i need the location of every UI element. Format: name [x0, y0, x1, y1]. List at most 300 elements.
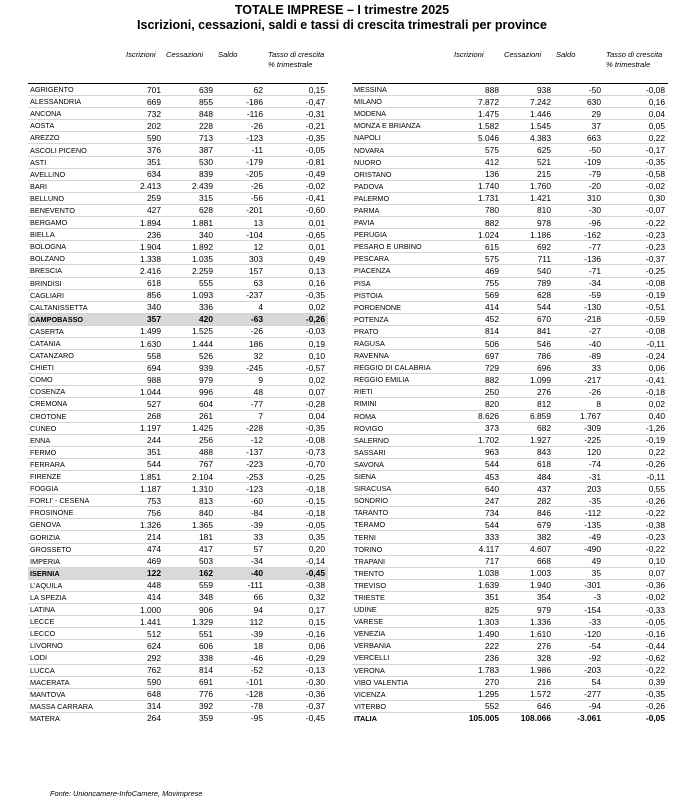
province-name: BIELLA	[28, 229, 124, 241]
iscrizioni-value: 270	[452, 676, 502, 688]
cessazioni-value: 1.881	[164, 217, 216, 229]
table-row	[28, 458, 328, 470]
tasso-value: -0,65	[266, 229, 328, 241]
saldo-value: -40	[216, 567, 266, 579]
cessazioni-value: 1.421	[502, 192, 554, 204]
table-body-right	[352, 84, 668, 724]
table-row	[28, 253, 328, 265]
table-row	[352, 700, 668, 712]
province-name: AGRIGENTO	[28, 84, 124, 96]
saldo-value: -120	[554, 628, 604, 640]
cessazioni-value: 336	[164, 301, 216, 313]
iscrizioni-value: 575	[452, 253, 502, 265]
table-row	[28, 495, 328, 507]
saldo-value: -31	[554, 471, 604, 483]
cessazioni-value: 488	[164, 446, 216, 458]
tasso-value: -0,45	[266, 567, 328, 579]
cessazioni-value: 696	[502, 362, 554, 374]
province-name: LATINA	[28, 604, 124, 616]
iscrizioni-value: 697	[452, 350, 502, 362]
iscrizioni-value: 264	[147, 713, 161, 724]
iscrizioni-value: 882	[452, 217, 502, 229]
tasso-value: -0,03	[266, 325, 328, 337]
province-name: MASSA CARRARA	[28, 700, 124, 712]
province-name: PESARO E URBINO	[352, 241, 452, 253]
saldo-value: -128	[216, 688, 266, 700]
iscrizioni-value: 373	[452, 422, 502, 434]
saldo-value: 663	[554, 132, 604, 144]
tasso-value: -0,05	[266, 144, 328, 156]
cessazioni-value: 679	[502, 519, 554, 531]
table-row	[28, 350, 328, 362]
cessazioni-value: 1.986	[502, 664, 554, 676]
iscrizioni-value: 1.731	[452, 192, 502, 204]
saldo-value: -245	[216, 362, 266, 374]
saldo-value: -162	[554, 229, 604, 241]
tasso-value: -0,18	[266, 507, 328, 519]
province-name: UDINE	[352, 604, 452, 616]
saldo-value: 9	[216, 374, 266, 386]
province-name: BRESCIA	[28, 265, 124, 277]
cessazioni-value: 1.310	[164, 483, 216, 495]
iscrizioni-value: 1.499	[124, 325, 164, 337]
table-row	[28, 579, 328, 591]
tasso-value: 0,49	[266, 253, 328, 265]
province-name: VIBO VALENTIA	[352, 676, 452, 688]
saldo-value: -71	[554, 265, 604, 277]
iscrizioni-value: 624	[124, 640, 164, 652]
province-name: POTENZA	[352, 313, 452, 325]
table-row	[28, 96, 328, 108]
table-row	[352, 591, 668, 603]
table-row	[352, 483, 668, 495]
iscrizioni-value: 351	[124, 446, 164, 458]
cessazioni-value: 639	[164, 84, 216, 96]
saldo-value: -309	[554, 422, 604, 434]
table-row	[352, 192, 668, 204]
saldo-value: 157	[216, 265, 266, 277]
table-row	[352, 579, 668, 591]
cessazioni-value: 387	[164, 144, 216, 156]
tasso-value: 0,01	[266, 241, 328, 253]
tasso-value: 0,40	[604, 410, 668, 422]
table-row	[352, 422, 668, 434]
province-name: GROSSETO	[28, 543, 124, 555]
province-name: VENEZIA	[352, 628, 452, 640]
cessazioni-value: 812	[502, 398, 554, 410]
province-name: PARMA	[352, 204, 452, 216]
saldo-value: -34	[216, 555, 266, 567]
saldo-value: -253	[216, 471, 266, 483]
province-name: REGGIO EMILIA	[352, 374, 452, 386]
table-row	[352, 664, 668, 676]
iscrizioni-value: 469	[452, 265, 502, 277]
saldo-value: -84	[216, 507, 266, 519]
table-row	[352, 180, 668, 192]
cessazioni-value: 276	[502, 386, 554, 398]
tasso-value: -0,16	[266, 628, 328, 640]
province-name: CALTANISSETTA	[28, 301, 124, 313]
cessazioni-value: 846	[502, 507, 554, 519]
table-row	[352, 652, 668, 664]
table-row	[352, 374, 668, 386]
iscrizioni-value: 1.582	[452, 120, 502, 132]
table-row	[352, 567, 668, 579]
province-name: BERGAMO	[28, 217, 124, 229]
saldo-value: -26	[554, 386, 604, 398]
tasso-value: 0,16	[266, 277, 328, 289]
iscrizioni-value: 1.187	[124, 483, 164, 495]
iscrizioni-value: 882	[452, 374, 502, 386]
saldo-value: -135	[554, 519, 604, 531]
table-row	[352, 458, 668, 470]
cessazioni-value: 1.525	[164, 325, 216, 337]
cessazioni-value: 484	[502, 471, 554, 483]
tasso-value: -0,23	[604, 229, 668, 241]
iscrizioni-value: 780	[452, 204, 502, 216]
province-name: LECCE	[28, 616, 124, 628]
iscrizioni-value: 590	[124, 132, 164, 144]
header-cessazioni: Cessazioni	[502, 48, 554, 84]
iscrizioni-value: 236	[124, 229, 164, 241]
saldo-value: 35	[554, 567, 604, 579]
saldo-value: -40	[554, 337, 604, 349]
saldo-value: -26	[216, 180, 266, 192]
province-name: FERRARA	[28, 458, 124, 470]
tasso-value: -0,44	[604, 640, 668, 652]
province-name: LECCO	[28, 628, 124, 640]
table-row	[28, 712, 328, 724]
tasso-value: -0,35	[266, 132, 328, 144]
table-row	[28, 555, 328, 567]
cessazioni-value: 256	[164, 434, 216, 446]
cessazioni-value: 555	[164, 277, 216, 289]
iscrizioni-value: 1.475	[452, 108, 502, 120]
cessazioni-value: 420	[164, 313, 216, 325]
saldo-value: -101	[216, 676, 266, 688]
tasso-value: -0,19	[604, 289, 668, 301]
tasso-value: -0,21	[266, 120, 328, 132]
saldo-value: -50	[554, 144, 604, 156]
saldo-value: -301	[554, 579, 604, 591]
tasso-value: 0,01	[266, 217, 328, 229]
table-row	[28, 398, 328, 410]
tasso-value: 0,20	[266, 543, 328, 555]
province-name: BOLZANO	[28, 253, 124, 265]
tasso-value: 0,07	[266, 386, 328, 398]
saldo-value: -186	[216, 96, 266, 108]
cessazioni-value: 606	[164, 640, 216, 652]
header-iscrizioni: Iscrizioni	[452, 48, 502, 84]
cessazioni-value: 1.545	[502, 120, 554, 132]
cessazioni-value: 848	[164, 108, 216, 120]
saldo-value: 18	[216, 640, 266, 652]
tasso-value: -0,33	[604, 604, 668, 616]
tasso-value: -0,47	[266, 96, 328, 108]
tasso-value: -0,45	[305, 713, 325, 724]
province-name: LA SPEZIA	[28, 591, 124, 603]
province-name: ISERNIA	[28, 567, 124, 579]
cessazioni-value: 559	[164, 579, 216, 591]
cessazioni-value: 1.610	[502, 628, 554, 640]
province-name: MESSINA	[352, 84, 452, 96]
table-row	[352, 337, 668, 349]
table-row	[352, 168, 668, 180]
cessazioni-value: 215	[502, 168, 554, 180]
province-name: TREVISO	[352, 579, 452, 591]
tasso-value: -0,51	[604, 301, 668, 313]
page-title: TOTALE IMPRESE – I trimestre 2025	[234, 3, 450, 17]
iscrizioni-value: 202	[124, 120, 164, 132]
cessazioni-value: 544	[502, 301, 554, 313]
province-name: CROTONE	[28, 410, 124, 422]
table-row	[352, 471, 668, 483]
saldo-value: -490	[554, 543, 604, 555]
table-row	[28, 362, 328, 374]
cessazioni-value: 813	[164, 495, 216, 507]
cessazioni-value: 338	[164, 652, 216, 664]
tasso-value: -0,41	[604, 374, 668, 386]
table-row	[352, 604, 668, 616]
province-name: VICENZA	[352, 688, 452, 700]
tasso-value: -0,36	[604, 579, 668, 591]
province-name: AREZZO	[28, 132, 124, 144]
iscrizioni-value: 351	[124, 156, 164, 168]
saldo-value: 49	[554, 555, 604, 567]
province-name: CREMONA	[28, 398, 124, 410]
iscrizioni-value: 669	[124, 96, 164, 108]
saldo-value: -218	[554, 313, 604, 325]
saldo-value: 186	[216, 337, 266, 349]
tasso-value: 0,55	[604, 483, 668, 495]
tasso-value: 0,04	[266, 410, 328, 422]
table-row	[28, 144, 328, 156]
tasso-value: -0,25	[604, 265, 668, 277]
saldo-value: 29	[554, 108, 604, 120]
province-name: FROSINONE	[28, 507, 124, 519]
cessazioni-value: 839	[164, 168, 216, 180]
iscrizioni-value: 701	[124, 84, 164, 96]
iscrizioni-value: 1.044	[124, 386, 164, 398]
iscrizioni-value: 753	[124, 495, 164, 507]
iscrizioni-value: 762	[124, 664, 164, 676]
province-name: PAVIA	[352, 217, 452, 229]
cessazioni-value: 1.425	[164, 422, 216, 434]
tasso-value: -0,29	[266, 652, 328, 664]
saldo-value: -56	[216, 192, 266, 204]
saldo-value: -223	[216, 458, 266, 470]
table-body-left	[28, 84, 328, 724]
table-row	[28, 156, 328, 168]
iscrizioni-value: 1.024	[452, 229, 502, 241]
province-name: VERCELLI	[352, 652, 452, 664]
province-name: SASSARI	[352, 446, 452, 458]
cessazioni-value: 437	[502, 483, 554, 495]
tasso-value: -0,05	[645, 713, 665, 724]
table-header-row	[352, 48, 668, 84]
iscrizioni-value: 1.303	[452, 616, 502, 628]
saldo-value: -77	[216, 398, 266, 410]
province-name: PIACENZA	[352, 265, 452, 277]
tasso-value: -0,11	[604, 337, 668, 349]
tasso-value: -0,23	[604, 531, 668, 543]
cessazioni-value: 540	[502, 265, 554, 277]
iscrizioni-value: 856	[124, 289, 164, 301]
iscrizioni-value: 732	[124, 108, 164, 120]
cessazioni-value: 2.104	[164, 471, 216, 483]
tasso-value: -0,15	[266, 495, 328, 507]
province-name: MODENA	[352, 108, 452, 120]
tasso-value: 0,16	[604, 96, 668, 108]
cessazioni-value: 315	[164, 192, 216, 204]
cessazioni-value: 786	[502, 350, 554, 362]
saldo-value: -52	[216, 664, 266, 676]
cessazioni-value: 276	[502, 640, 554, 652]
tasso-value: 0,04	[604, 108, 668, 120]
tasso-value: 0,32	[266, 591, 328, 603]
tasso-value: 0,13	[266, 265, 328, 277]
province-name: LODI	[28, 652, 124, 664]
table-row	[28, 519, 328, 531]
province-name: REGGIO DI CALABRIA	[352, 362, 452, 374]
saldo-value: -78	[216, 700, 266, 712]
iscrizioni-value: 648	[124, 688, 164, 700]
saldo-value: 33	[216, 531, 266, 543]
table-row	[28, 265, 328, 277]
iscrizioni-value: 640	[452, 483, 502, 495]
header-iscrizioni: Iscrizioni	[124, 48, 164, 84]
iscrizioni-value: 825	[452, 604, 502, 616]
table-row	[28, 604, 328, 616]
cessazioni-value: 767	[164, 458, 216, 470]
cessazioni-value: 996	[164, 386, 216, 398]
saldo-value: -109	[554, 156, 604, 168]
province-name: PERUGIA	[352, 229, 452, 241]
tasso-value: -0,58	[604, 168, 668, 180]
tasso-value: -0,62	[604, 652, 668, 664]
cessazioni-value: 1.329	[164, 616, 216, 628]
cessazioni-value: 181	[164, 531, 216, 543]
iscrizioni-value: 734	[452, 507, 502, 519]
iscrizioni-value: 292	[124, 652, 164, 664]
iscrizioni-value: 1.490	[452, 628, 502, 640]
cessazioni-value: 4.383	[502, 132, 554, 144]
saldo-value: 630	[554, 96, 604, 108]
province-name: PADOVA	[352, 180, 452, 192]
tasso-value: -0,49	[266, 168, 328, 180]
tasso-value: 0,02	[604, 398, 668, 410]
cessazioni-value: 810	[502, 204, 554, 216]
saldo-value: -123	[216, 483, 266, 495]
saldo-value: -39	[216, 519, 266, 531]
province-name: PISA	[352, 277, 452, 289]
table-row	[352, 398, 668, 410]
iscrizioni-value: 558	[124, 350, 164, 362]
iscrizioni-value: 1.197	[124, 422, 164, 434]
table-row	[28, 640, 328, 652]
province-name: RAVENNA	[352, 350, 452, 362]
table-row	[28, 446, 328, 458]
iscrizioni-value: 544	[452, 519, 502, 531]
cessazioni-value: 354	[502, 591, 554, 603]
saldo-value: -39	[216, 628, 266, 640]
tasso-value: -0,08	[604, 84, 668, 96]
tasso-value: -1,26	[604, 422, 668, 434]
province-name: IMPERIA	[28, 555, 124, 567]
iscrizioni-value: 2.416	[124, 265, 164, 277]
province-name: MONZA E BRIANZA	[352, 120, 452, 132]
table-row	[352, 531, 668, 543]
table-row	[352, 144, 668, 156]
saldo-value: -54	[554, 640, 604, 652]
tasso-value: -0,28	[266, 398, 328, 410]
cessazioni-value: 2.439	[164, 180, 216, 192]
iscrizioni-value: 544	[452, 458, 502, 470]
iscrizioni-value: 814	[452, 325, 502, 337]
table-row	[28, 652, 328, 664]
iscrizioni-value: 820	[452, 398, 502, 410]
table-row	[352, 156, 668, 168]
iscrizioni-value: 5.046	[452, 132, 502, 144]
province-name: AOSTA	[28, 120, 124, 132]
cessazioni-value: 628	[502, 289, 554, 301]
province-name: FERMO	[28, 446, 124, 458]
saldo-value: -130	[554, 301, 604, 313]
province-name: AVELLINO	[28, 168, 124, 180]
table-row	[352, 217, 668, 229]
iscrizioni-value: 618	[124, 277, 164, 289]
cessazioni-value: 668	[502, 555, 554, 567]
tasso-value: -0,30	[266, 676, 328, 688]
cessazioni-value: 711	[502, 253, 554, 265]
iscrizioni-value: 756	[124, 507, 164, 519]
province-name: TRENTO	[352, 567, 452, 579]
tasso-value: -0,35	[266, 289, 328, 301]
province-name: ITALIA	[354, 713, 377, 723]
tasso-value: 0,05	[604, 120, 668, 132]
saldo-value: -3.061	[577, 713, 601, 724]
cessazioni-value: 682	[502, 422, 554, 434]
cessazioni-value: 382	[502, 531, 554, 543]
tasso-value: -0,02	[266, 180, 328, 192]
province-name: FORLI' - CESENA	[28, 495, 124, 507]
table-row	[28, 108, 328, 120]
iscrizioni-value: 448	[124, 579, 164, 591]
iscrizioni-value: 214	[124, 531, 164, 543]
cessazioni-value: 1.927	[502, 434, 554, 446]
tasso-value: -0,38	[604, 519, 668, 531]
iscrizioni-value: 414	[124, 591, 164, 603]
province-table-right	[352, 48, 668, 724]
iscrizioni-value: 544	[124, 458, 164, 470]
province-name: BOLOGNA	[28, 241, 124, 253]
tasso-value: -0,35	[604, 688, 668, 700]
saldo-value: 32	[216, 350, 266, 362]
table-row	[28, 241, 328, 253]
table-row	[28, 374, 328, 386]
province-name: COSENZA	[28, 386, 124, 398]
cessazioni-value: 530	[164, 156, 216, 168]
saldo-value: -26	[216, 325, 266, 337]
saldo-value: 310	[554, 192, 604, 204]
province-name: CAMPOBASSO	[28, 313, 124, 325]
table-row	[28, 471, 328, 483]
saldo-value: 57	[216, 543, 266, 555]
tasso-value: -0,59	[604, 313, 668, 325]
province-name: VITERBO	[352, 700, 452, 712]
table-row	[352, 362, 668, 374]
table-row	[28, 410, 328, 422]
